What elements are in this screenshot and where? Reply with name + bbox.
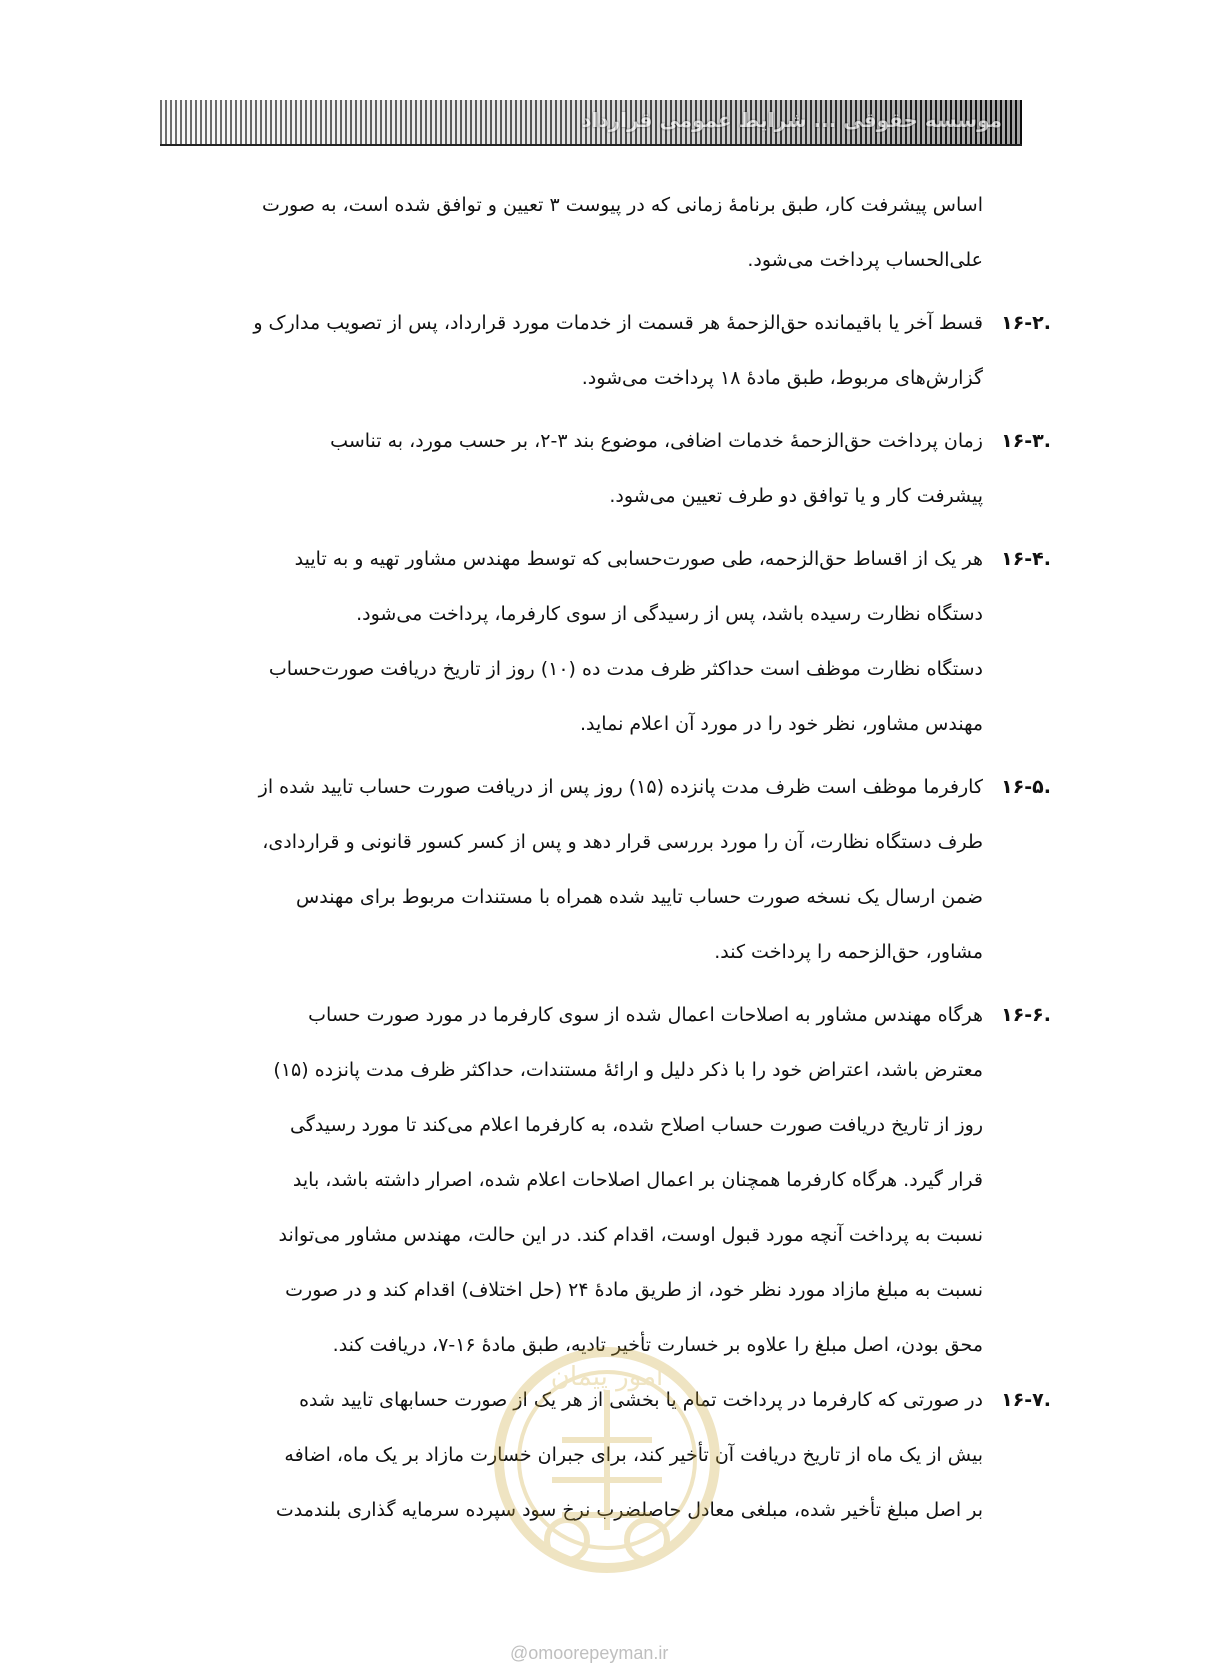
- text-line: طرف دستگاه نظارت، آن را مورد بررسی قرار دهد و پس از کسر کسور قانونی و قراردادی،: [262, 831, 983, 853]
- header-title: موسسه حقوقی ... شرایط عمومی قرارداد: [581, 108, 1002, 132]
- text-line: مشاور، حق‌الزحمه را پرداخت کند.: [714, 941, 983, 963]
- text-line: هرگاه مهندس مشاور به اصلاحات اعمال شده از سوی کارفرما در مورد صورت حساب: [308, 1004, 983, 1026]
- watermark-text: امور پیمان: [550, 1362, 664, 1392]
- text-line: بر اصل مبلغ تأخیر شده، مبلغی معادل حاصلضرب نرخ سود سپرده سرمایه گذاری بلندمدت: [275, 1499, 983, 1521]
- clause-16-6: [163, 988, 1051, 1373]
- page-header-band: [160, 100, 1022, 146]
- clause-number: ۱۶-۵.: [1001, 776, 1051, 798]
- text-line: دستگاه نظارت موظف است حداکثر ظرف مدت ده (۱۰) روز از تاریخ دریافت صورت‌حساب: [268, 658, 983, 680]
- text-line: قرار گیرد. هرگاه کارفرما همچنان بر اعمال اصلاحات اعلام شده، اصرار داشته باشد، باید: [292, 1169, 983, 1191]
- text-line: در صورتی که کارفرما در پرداخت تمام یا بخشی از هر یک از صورت حسابهای تایید شده: [299, 1389, 983, 1411]
- clause-16-2: [163, 296, 1051, 406]
- text-line: روز از تاریخ دریافت صورت حساب اصلاح شده، به کارفرما اعلام می‌کند تا مورد رسیدگی: [289, 1114, 983, 1136]
- clause-number: ۱۶-۳.: [1001, 430, 1051, 452]
- text-line: نسبت به پرداخت آنچه مورد قبول اوست، اقدام کند. در این حالت، مهندس مشاور می‌تواند: [278, 1224, 983, 1246]
- site-url: @omoorepeyman.ir: [510, 1643, 669, 1663]
- text-line: مهندس مشاور، نظر خود را در مورد آن اعلام نماید.: [580, 713, 983, 735]
- watermark-seal-icon: [492, 1330, 722, 1620]
- text-line: زمان پرداخت حق‌الزحمهٔ خدمات اضافی، موضوع بند ۳-۲، بر حسب مورد، به تناسب: [330, 430, 983, 452]
- text-line: دستگاه نظارت رسیده باشد، پس از رسیدگی از سوی کارفرما، پرداخت می‌شود.: [356, 603, 983, 625]
- text-line: گزارش‌های مربوط، طبق مادهٔ ۱۸ پرداخت می‌شود.: [581, 367, 983, 389]
- text-line: پیشرفت کار و یا توافق دو طرف تعیین می‌شود.: [609, 485, 983, 507]
- text-line: محق بودن، اصل مبلغ را علاوه بر خسارت تأخیر تادیه، طبق مادهٔ ۱۶-۷، دریافت کند.: [332, 1334, 983, 1356]
- text-line: علی‌الحساب پرداخت می‌شود.: [747, 249, 983, 271]
- clause-16-5: [163, 760, 1051, 980]
- clause-16-3: [163, 414, 1051, 524]
- text-line: اساس پیشرفت کار، طبق برنامهٔ زمانی که در پیوست ۳ تعیین و توافق شده است، به صورت: [261, 194, 983, 216]
- clause-number: ۱۶-۷.: [1001, 1389, 1051, 1411]
- intro-paragraph: [163, 178, 983, 288]
- text-line: ضمن ارسال یک نسخه صورت حساب تایید شده همراه با مستندات مربوط برای مهندس: [296, 886, 983, 908]
- text-line: هر یک از اقساط حق‌الزحمه، طی صورت‌حسابی که توسط مهندس مشاور تهیه و به تایید: [294, 548, 983, 570]
- text-line: معترض باشد، اعتراض خود را با ذکر دلیل و ارائهٔ مستندات، حداکثر ظرف مدت پانزده (۱۵): [273, 1059, 983, 1081]
- text-line: بیش از یک ماه از تاریخ دریافت آن تأخیر کند، برای جبران خسارت مازاد بر یک ماه، اضافه: [284, 1444, 983, 1466]
- clause-16-4: [163, 532, 1051, 752]
- text-line: کارفرما موظف است ظرف مدت پانزده (۱۵) روز پس از دریافت صورت حساب تایید شده از: [258, 776, 983, 798]
- text-line: نسبت به مبلغ مازاد مورد نظر خود، از طریق مادهٔ ۲۴ (حل اختلاف) اقدام کند و در صورت: [285, 1279, 983, 1301]
- text-line: قسط آخر یا باقیمانده حق‌الزحمهٔ هر قسمت از خدمات مورد قرارداد، پس از تصویب مدارک و: [253, 312, 983, 334]
- clause-number: ۱۶-۲.: [1001, 312, 1051, 334]
- clause-number: ۱۶-۶.: [1001, 1004, 1051, 1026]
- clause-number: ۱۶-۴.: [1001, 548, 1051, 570]
